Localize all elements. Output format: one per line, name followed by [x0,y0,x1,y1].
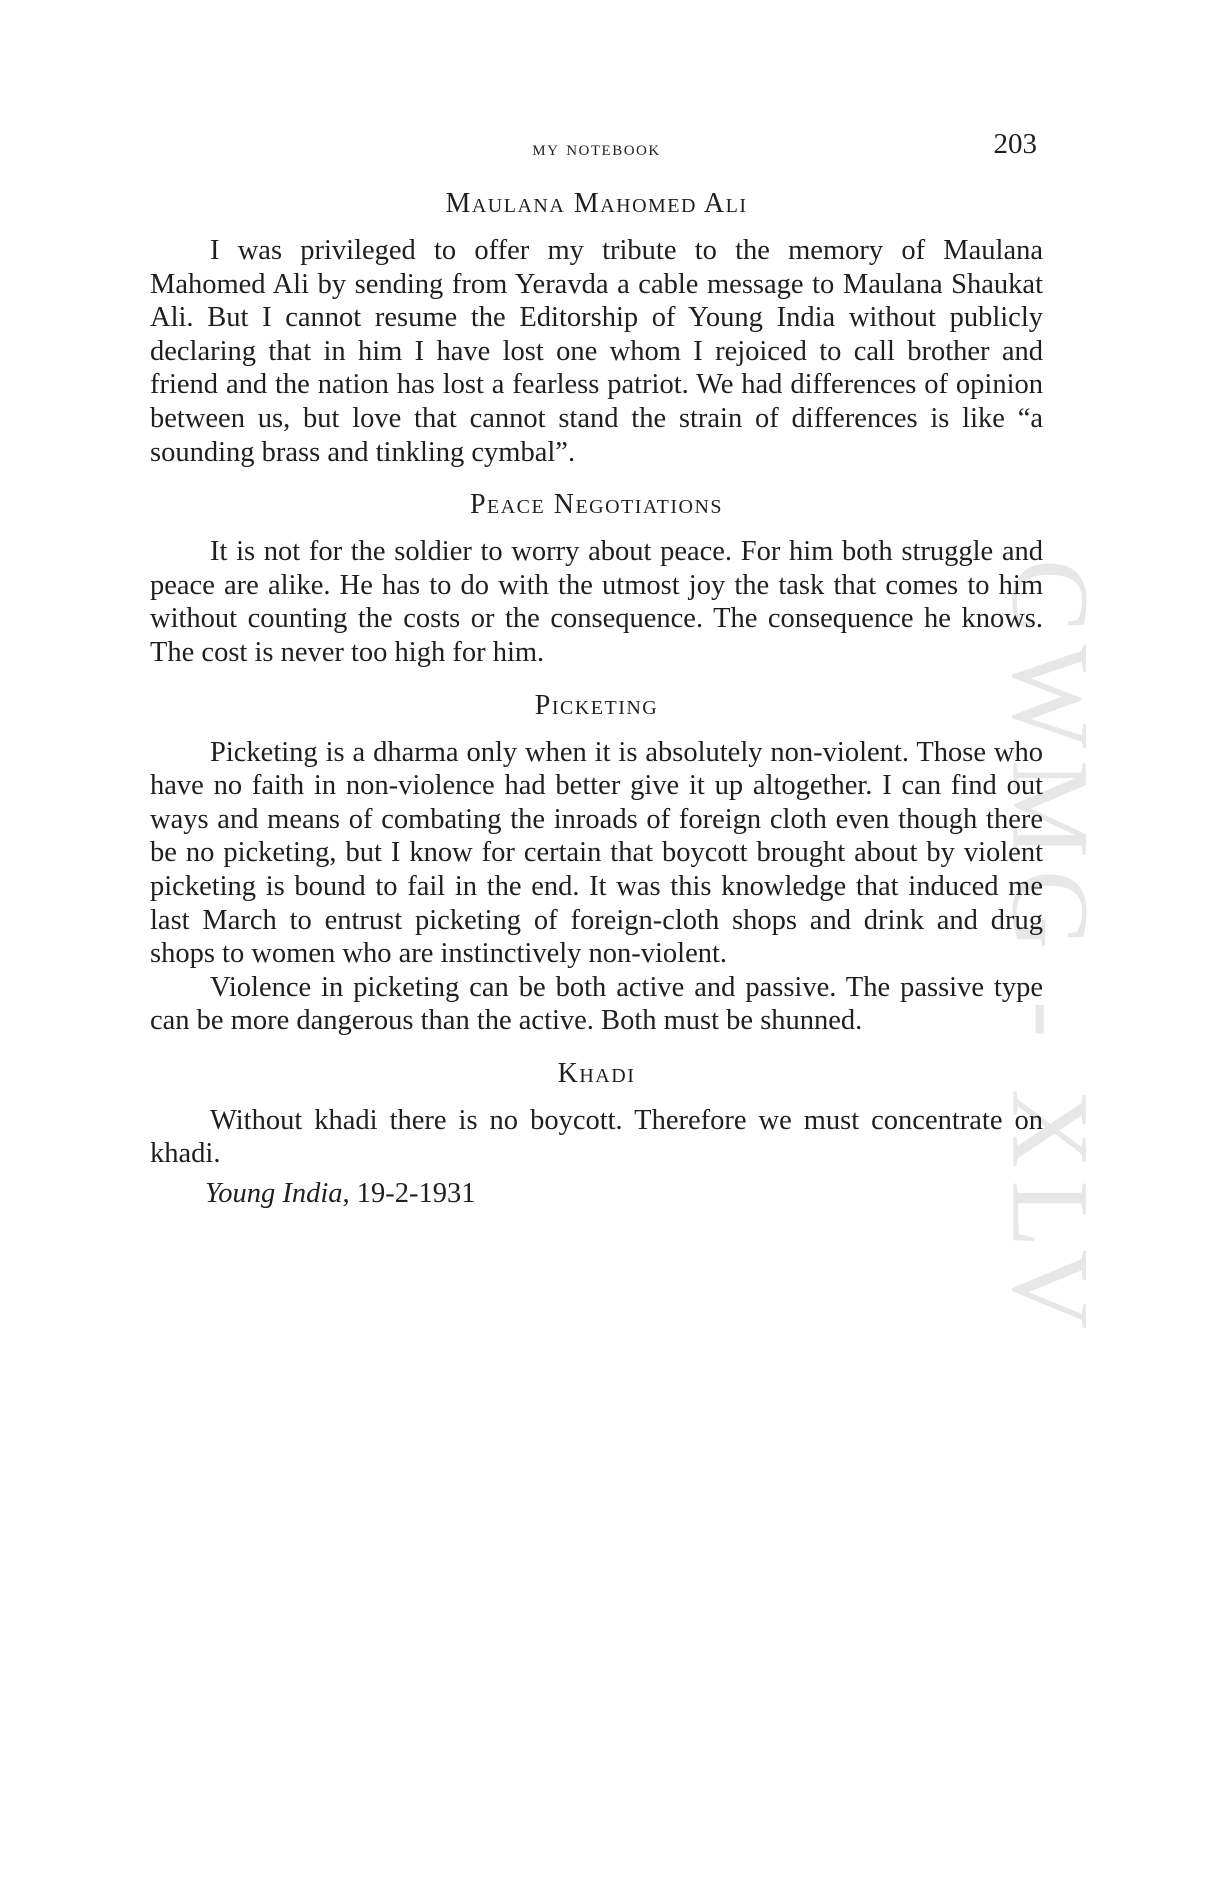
section-heading: Maulana Mahomed Ali [445,188,748,219]
section-heading: Peace Negotiations [469,489,724,521]
section-peace-negotiations [150,489,1043,669]
page-number: 203 [993,128,1037,160]
page-content [150,128,1043,1211]
running-head [150,128,1043,168]
section-heading: Khadi [557,1057,636,1089]
watermark-text: CWMG - XLV [989,558,1112,1342]
paragraph: I was privileged to offer my tribute to the memory of Maulana Mahomed Ali by sending from Yeravda a cable message to Maulana Shaukat Ali. But I cannot resume the Editorship of Young India without publicly declaring that in him I have lost one whom I rejoiced to call brother and friend and the nation has lost a fearless patriot. We had differences of opinion between us, but love that cannot stand the strain of differences is like “a sounding brass and tinkling cymbal”. [150,235,1043,468]
section-maulana-mahomed-ali [150,188,1043,469]
source-citation [150,1177,1043,1211]
paragraph: It is not for the soldier to worry about peace. For him both struggle and peace are alike. He has to do with the utmost joy the task that comes to him without counting the costs or the consequence. The consequence he knows. The cost is never too high for him. [150,536,1043,668]
source-date: , 19-2-1931 [342,1178,476,1210]
section-heading: Picketing [534,689,659,721]
source-publication: Young India [205,1178,343,1210]
running-title: my notebook [532,136,661,160]
section-khadi [150,1058,1043,1171]
paragraph: Without khadi there is no boycott. Therefore we must concentrate on khadi. [150,1104,1043,1170]
section-picketing [150,690,1043,1038]
paragraph: Picketing is a dharma only when it is absolutely non-violent. Those who have no faith in non-violence had better give it up altogether. I can find out ways and means of combating the inroads of foreign cloth even though there be no picketing, but I know for certain that boycott brought about by violent picketing is bound to fail in the end. It was this knowledge that induced me last March to entrust picketing of foreign-cloth shops and drink and drug shops to women who are instinctively non-violent. [150,736,1043,970]
paragraph: Violence in picketing can be both active and passive. The passive type can be more dangerous than the active. Both must be shunned. [150,971,1043,1037]
